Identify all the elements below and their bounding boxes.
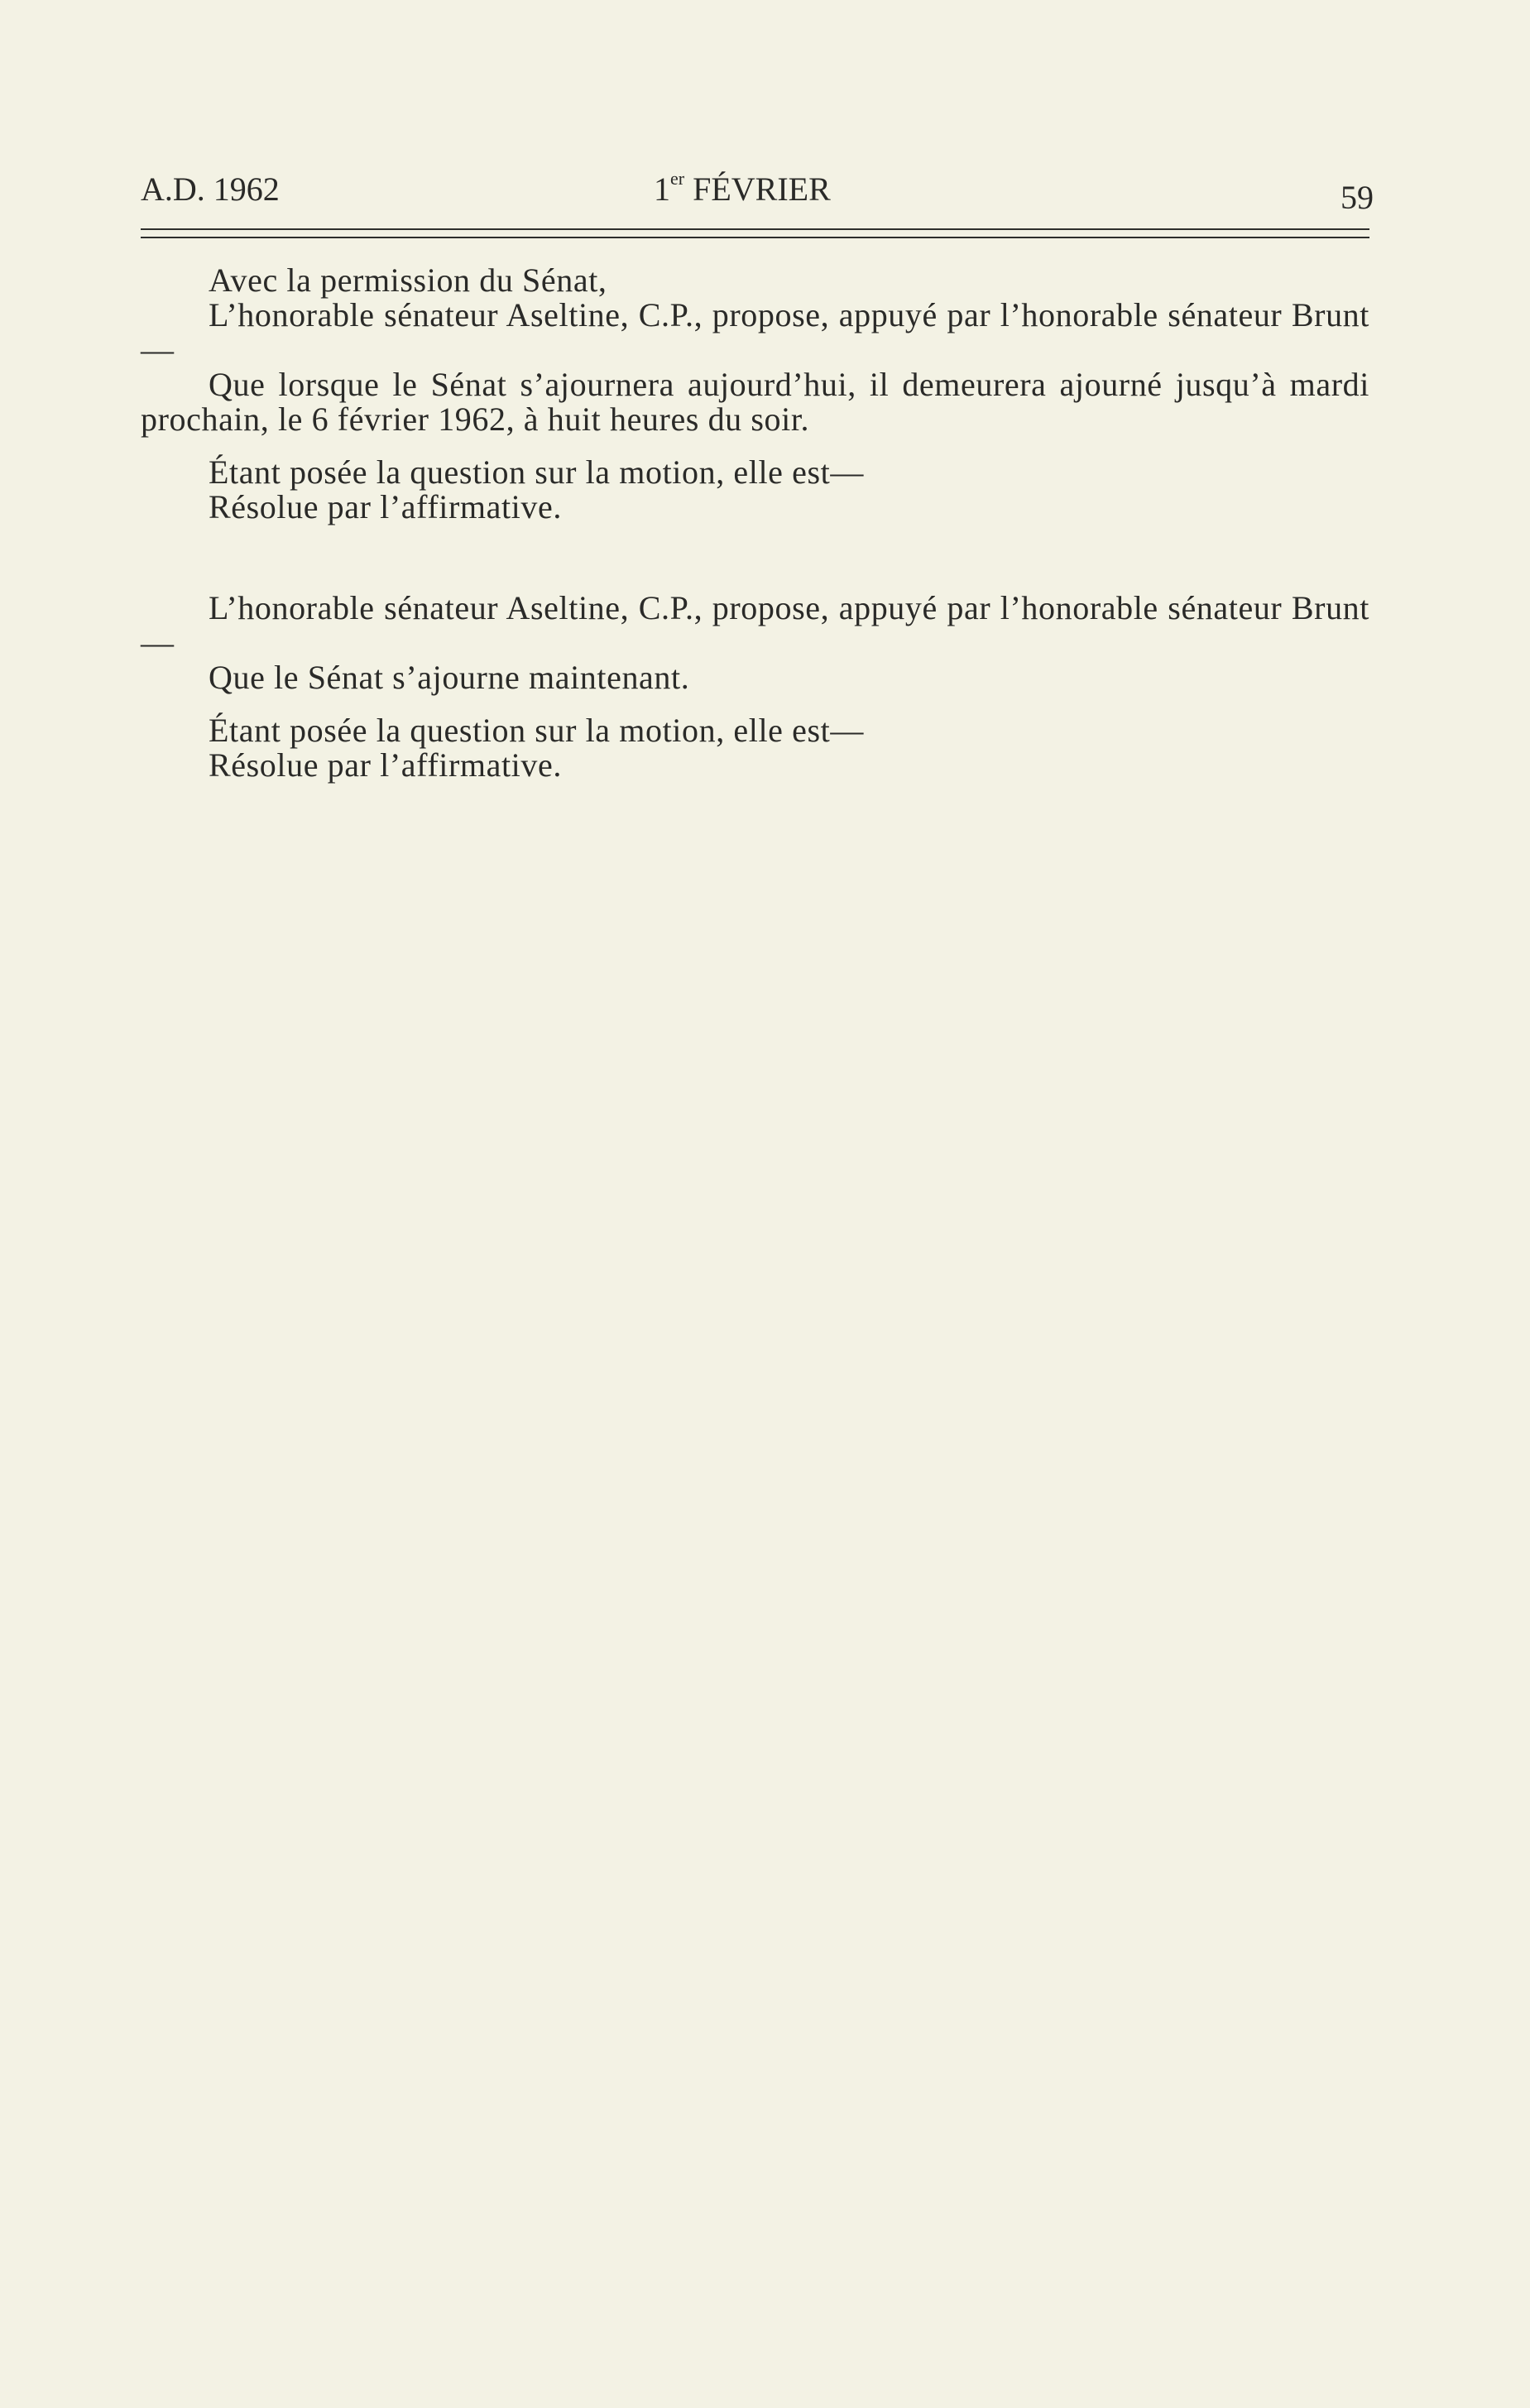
document-body — [141, 263, 1369, 783]
paragraph-adjournment-terms: Que lorsque le Sénat s’ajournera aujourd’hui, il demeurera ajourné jusqu’à mardi prochain, le 6 février 1962, à huit heures du soir. — [141, 366, 1369, 438]
paragraph-adjourn-now: Que le Sénat s’ajourne maintenant. — [209, 659, 690, 696]
spacer — [141, 437, 1369, 455]
header-date-day: 1 — [654, 170, 670, 208]
paragraph-question-2: Étant posée la question sur la motion, elle est— — [209, 712, 864, 749]
section-spacer — [141, 525, 1369, 591]
spacer — [141, 695, 1369, 713]
paragraph-question-1: Étant posée la question sur la motion, elle est— — [209, 453, 864, 491]
paragraph-motion-1: L’honorable sénateur Aseltine, C.P., propose, appuyé par l’honorable sénateur Brunt— — [141, 296, 1369, 368]
header-year: A.D. 1962 — [141, 170, 280, 208]
header-rule-bottom — [141, 237, 1369, 238]
paragraph-motion-2: L’honorable sénateur Aseltine, C.P., propose, appuyé par l’honorable sénateur Brunt— — [141, 589, 1369, 661]
paragraph-permission: Avec la permission du Sénat, — [209, 261, 607, 299]
paragraph-resolution-1: Résolue par l’affirmative. — [209, 488, 562, 525]
header-date-month: FÉVRIER — [693, 170, 831, 208]
paragraph-resolution-2: Résolue par l’affirmative. — [209, 746, 562, 784]
header-rule-top — [141, 228, 1369, 230]
page-number: 59 — [1341, 179, 1374, 216]
header-date-suffix: er — [670, 168, 685, 189]
running-head — [141, 161, 1374, 216]
header-date — [654, 170, 831, 209]
